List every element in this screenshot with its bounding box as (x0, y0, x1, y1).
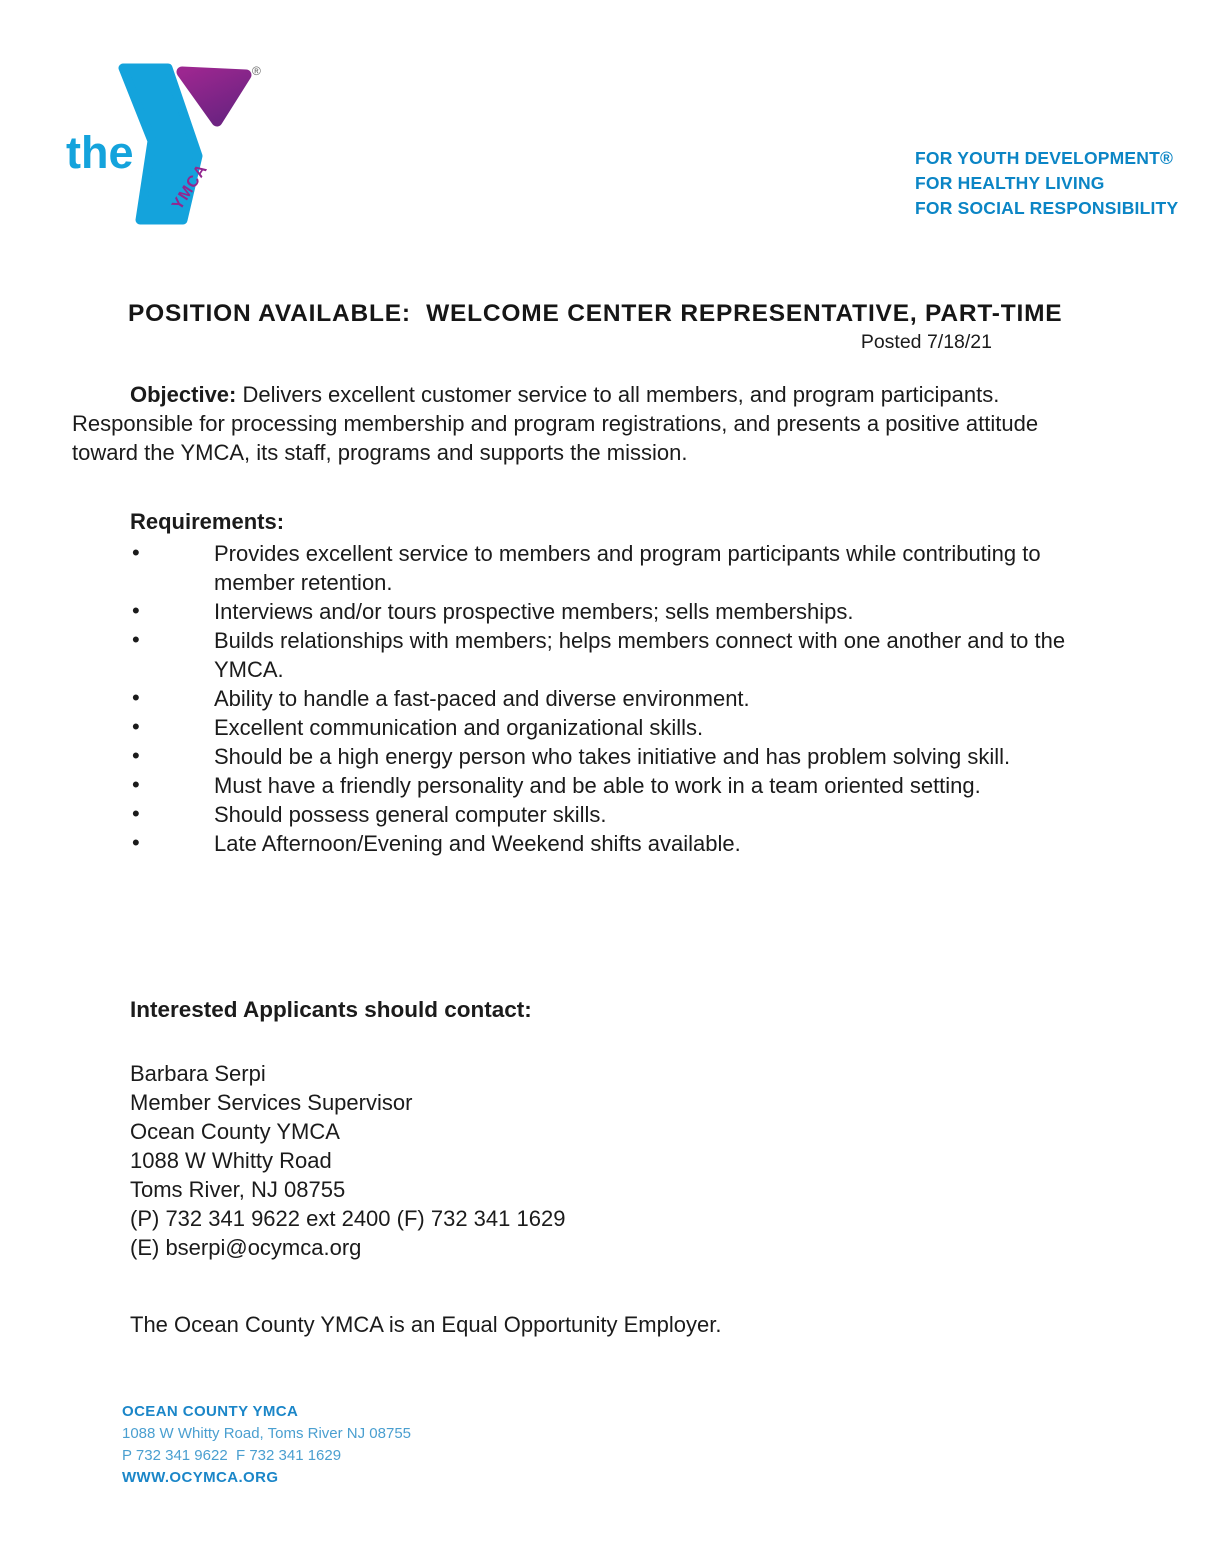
requirement-item: • Ability to handle a fast-paced and diverse environment. (130, 684, 1090, 713)
logo-the-text: the (66, 127, 134, 178)
registered-mark-icon: ® (252, 64, 261, 78)
contact-block (130, 1059, 565, 1262)
requirement-item: • Interviews and/or tours prospective members; sells memberships. (130, 597, 1090, 626)
requirements-heading: Requirements: (130, 509, 285, 534)
contact-phone-fax: (P) 732 341 9622 ext 2400 (F) 732 341 1629 (130, 1206, 566, 1231)
tagline-line-social: FOR SOCIAL RESPONSIBILITY (915, 198, 1179, 218)
ymca-logo (62, 56, 272, 231)
objective-text: Delivers excellent customer service to all members, and program participants. Responsible for processing membership and program registrations, and presents a positive attitude toward the YMCA, its staff, programs and supports the mission. (72, 382, 1039, 465)
contact-name: Barbara Serpi (130, 1061, 266, 1086)
requirement-item: • Builds relationships with members; helps members connect with one another and to the YMCA. (130, 626, 1090, 684)
brand-tagline (915, 146, 1178, 221)
logo-ymca-text: YMCA (169, 161, 212, 214)
contact-city: Toms River, NJ 08755 (130, 1177, 346, 1202)
contact-street: 1088 W Whitty Road (130, 1148, 332, 1173)
contact-heading: Interested Applicants should contact: (130, 997, 532, 1022)
ymca-logo-graphic (62, 56, 272, 231)
requirement-item: • Should be a high energy person who takes initiative and has problem solving skill. (130, 742, 1090, 771)
objective-paragraph (72, 381, 1087, 467)
position-title: POSITION AVAILABLE: WELCOME CENTER REPRESENTATIVE, PART-TIME (128, 300, 1063, 327)
requirement-item: • Late Afternoon/Evening and Weekend shifts available. (130, 829, 1090, 858)
requirement-item: • Excellent communication and organizational skills. (130, 713, 1090, 742)
contact-title: Member Services Supervisor (130, 1090, 413, 1115)
equal-opportunity-statement: The Ocean County YMCA is an Equal Opportunity Employer. (130, 1312, 722, 1337)
footer-org-name: OCEAN COUNTY YMCA (122, 1403, 299, 1420)
contact-org: Ocean County YMCA (130, 1119, 340, 1144)
requirement-item: • Provides excellent service to members and program participants while contributing to member retention. (130, 539, 1090, 597)
posted-date: Posted 7/18/21 (860, 331, 992, 353)
tagline-line-healthy: FOR HEALTHY LIVING (915, 173, 1105, 193)
requirements-list (130, 539, 1090, 858)
objective-label: Objective: (130, 382, 237, 407)
footer-address: 1088 W Whitty Road, Toms River NJ 08755 (122, 1425, 412, 1442)
tagline-line-youth: FOR YOUTH DEVELOPMENT® (915, 148, 1174, 168)
requirement-item: • Must have a friendly personality and be able to work in a team oriented setting. (130, 771, 1090, 800)
footer-block (122, 1401, 411, 1489)
footer-phone: P 732 341 9622 F 732 341 1629 (122, 1447, 342, 1464)
contact-email: (E) bserpi@ocymca.org (130, 1235, 362, 1260)
logo-triangle-shape (182, 72, 246, 121)
requirement-item: • Should possess general computer skills. (130, 800, 1090, 829)
footer-website: WWW.OCYMCA.ORG (122, 1469, 279, 1486)
